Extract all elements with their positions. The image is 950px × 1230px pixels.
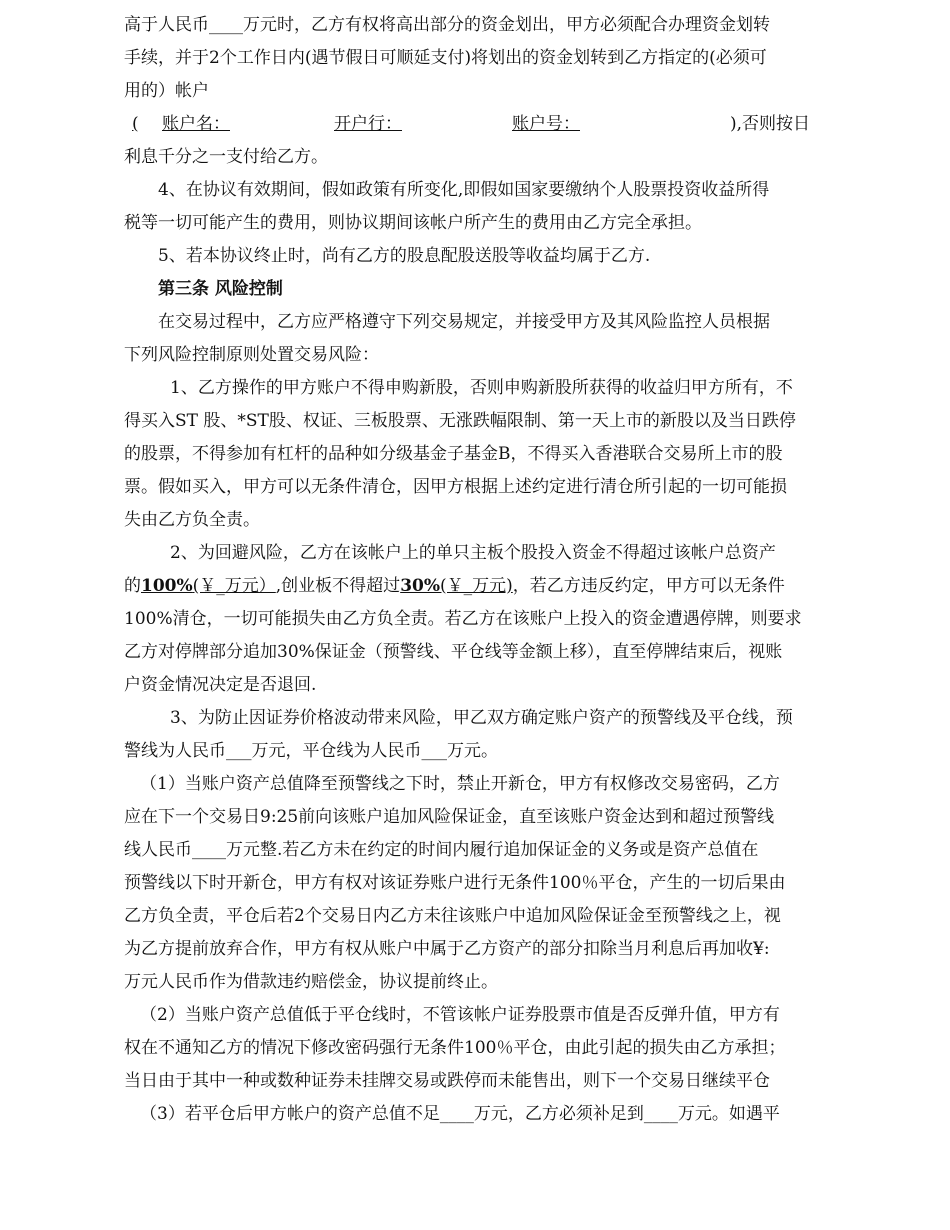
account-close-paren: ) [730,114,737,134]
text-line: 税等一切可能产生的费用，则协议期间该帐户所产生的费用由乙方完全承担。 [124,213,702,233]
main-board-amount: (￥_万元） [192,576,276,596]
text-line: 的股票，不得参加有杠杆的品种如分级基金子基金B，不得买入香港联合交易所上市的股 [124,444,783,464]
text-line: 预警线以下时开新仓，甲方有权对该证券账户进行无条件100％平仓，产生的一切后果由 [124,873,786,893]
limit-mid: ,创业板不得超过 [275,576,401,596]
text-line: 得买入ST 股、*ST股、权证、三板股票、无涨跌幅限制、第一天上市的新股以及当日跌停 [124,411,796,431]
text-line: 用的）帐户 [124,81,209,101]
text-line: 权在不通知乙方的情况下修改密码强行无条件100％平仓，由此引起的损失由乙方承担； [124,1038,786,1058]
account-bank-label: 开户行： [334,114,402,134]
text-line: 应在下一个交易日9:25前向该账户追加风险保证金，直至该账户资金达到和超过预警线 [124,807,775,827]
text-line: 当日由于其中一种或数种证券未挂牌交易或跌停而未能售出，则下一个交易日继续平仓 [124,1071,770,1091]
text-line: （2）当账户资产总值低于平仓线时，不管该帐户证券股票市值是否反弹升值，甲方有 [140,1005,780,1025]
text-line: 2、为回避风险，乙方在该帐户上的单只主板个股投入资金不得超过该帐户总资产 [170,543,776,563]
text-line: 4、在协议有效期间，假如政策有所变化,即假如国家要缴纳个人股票投资收益所得 [158,180,770,200]
limit-line [124,575,785,597]
gem-board-amount: (￥_万元) [440,576,513,596]
text-line: （3）若平仓后甲方帐户的资产总值不足____万元，乙方必须补足到____万元。如遇平 [140,1104,780,1124]
text-line: 在交易过程中，乙方应严格遵守下列交易规定，并接受甲方及其风险监控人员根据 [158,312,770,332]
text-line: 100%清仓，一切可能损失由乙方负全责。若乙方在该账户上投入的资金遭遇停牌，则要求 [124,609,802,629]
text-line: 乙方负全责，平仓后若2个交易日内乙方未往该账户中追加风险保证金至预警线之上，视 [124,906,781,926]
account-info-line [132,113,810,135]
text-line: 为乙方提前放弃合作，甲方有权从账户中属于乙方资产的部分扣除当月利息后再加收¥: [124,939,770,959]
text-line: （1）当账户资产总值降至预警线之下时，禁止开新仓，甲方有权修改交易密码，乙方 [140,774,780,794]
section-heading: 第三条 风险控制 [158,279,283,299]
gem-board-pct: 30% [400,576,440,596]
text-line: 手续，并于2个工作日内(遇节假日可顺延支付)将划出的资金划转到乙方指定的(必须可 [124,48,767,68]
limit-tail: ，若乙方违反约定，甲方可以无条件 [512,576,785,596]
text-line: 警线为人民币___万元，平仓线为人民币___万元。 [124,741,498,761]
main-board-pct: 100% [141,576,193,596]
text-line: 乙方对停牌部分追加30%保证金（预警线、平仓线等金额上移），直至停牌结束后，视账 [124,642,783,662]
account-name-label: 账户名： [162,114,230,134]
text-line: 失由乙方负全责。 [124,510,260,530]
text-line: 户资金情况决定是否退回. [124,675,317,695]
text-line: 万元人民币作为借款违约赔偿金，协议提前终止。 [124,972,498,992]
text-line: 高于人民币____万元时，乙方有权将高出部分的资金划出，甲方必须配合办理资金划转 [124,15,770,35]
text-line: 利息千分之一支付给乙方。 [124,147,328,167]
text-line: 票。假如买入，甲方可以无条件清仓，因甲方根据上述约定进行清仓所引起的一切可能损 [124,477,787,497]
text-line: 下列风险控制原则处置交易风险： [124,345,379,365]
text-line: 5、若本协议终止时，尚有乙方的股息配股送股等收益均属于乙方. [158,246,651,266]
account-open-paren: ( [132,114,139,134]
account-number-label: 账户号： [512,114,580,134]
account-line-tail: ,否则按日 [736,114,811,134]
limit-prefix: 的 [124,576,141,596]
text-line: 3、为防止因证券价格波动带来风险，甲乙双方确定账户资产的预警线及平仓线，预 [170,708,793,728]
text-line: 1、乙方操作的甲方账户不得申购新股，否则申购新股所获得的收益归甲方所有，不 [170,378,793,398]
text-line: 线人民币____万元整.若乙方未在约定的时间内履行追加保证金的义务或是资产总值在 [124,840,759,860]
